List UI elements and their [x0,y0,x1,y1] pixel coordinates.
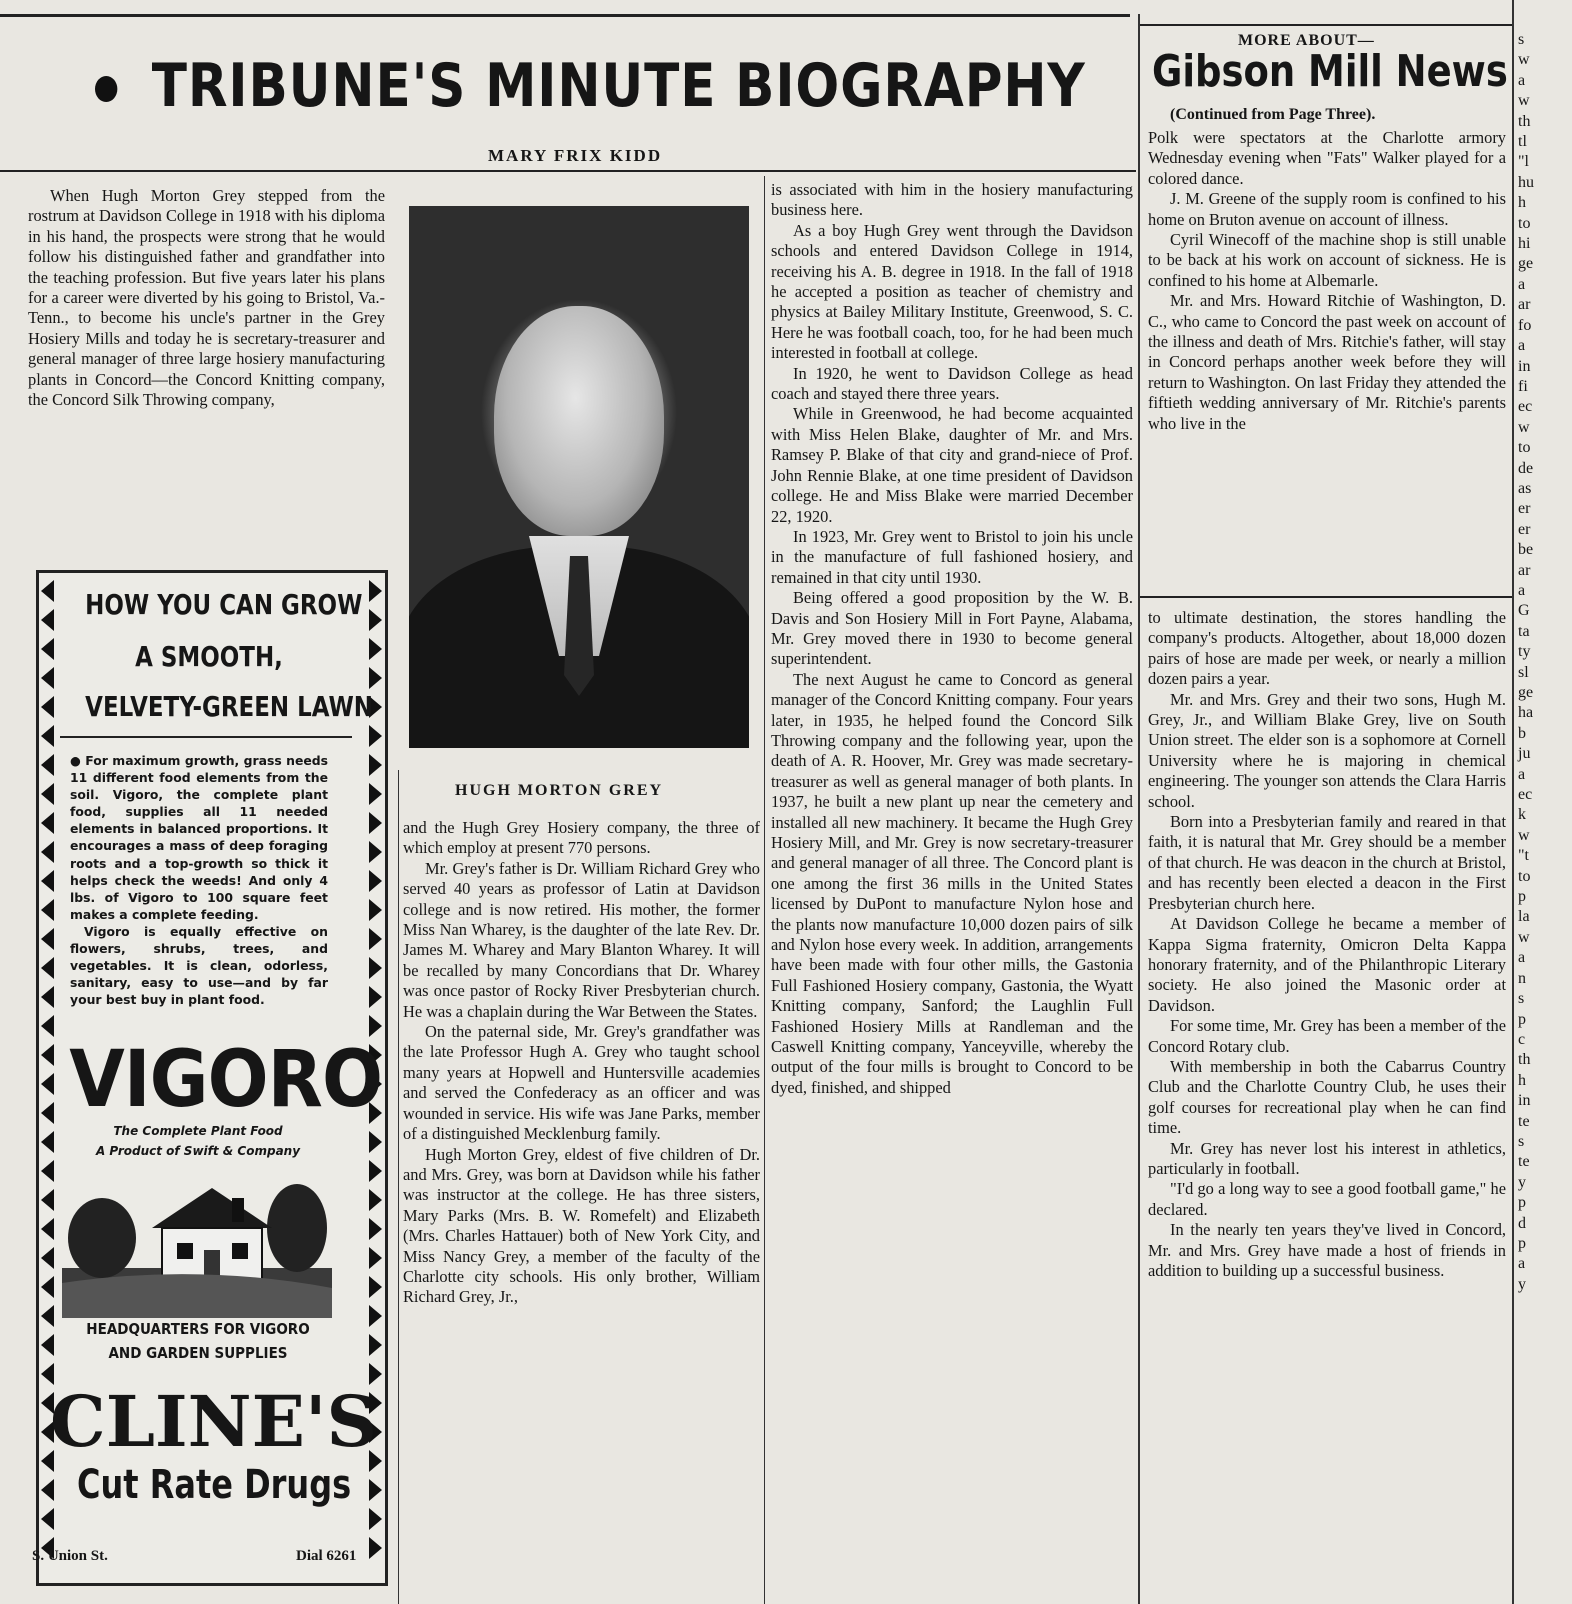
gibson-title: Gibson Mill News [1152,46,1508,97]
arrow-icon [369,957,382,979]
edge-fragment: a [1518,949,1526,967]
article-paragraph: and the Hugh Grey Hosiery company, the three of which employ at present 770 persons. [403,818,760,858]
article-paragraph: Mr. Grey's father is Dr. William Richard Grey who served 40 years as professor of Latin at Davidson college and is now retired. His mother, the former Miss Nan Wharey, is the daughter of the late Rev. Dr. James M. Wharey and Mary Blanton Wharey. It will be recalled by many Concordians that Dr. Wharey was once pastor of Rocky River Presbyterian church. He was a chaplain during the War Between the States. [403,858,760,1021]
article-paragraph: is associated with him in the hosiery manufacturing business here. [771,180,1133,220]
edge-fragment: h [1518,1071,1526,1089]
arrow-icon [41,1334,54,1356]
arrow-icon [41,1102,54,1124]
edge-fragment: a [1518,581,1526,599]
article-paragraph: While in Greenwood, he had become acquainted with Miss Helen Blake, daughter of Mr. and Mrs. Ramsey P. Blake of that city and grand-niece of Prof. John Rennie Blake, at one time president of Davidson college. He and Miss Blake were married December 22, 1920. [771,404,1133,526]
column-rule-2 [398,770,399,1604]
arrow-icon [41,1247,54,1269]
article-column-1 [28,186,385,410]
article-paragraph: Mr. Grey has never lost his interest in athletics, particularly in football. [1148,1138,1506,1178]
ad-maker: A Product of Swift & Company [95,1144,301,1158]
arrow-icon [369,1189,382,1211]
article-column-2 [403,818,760,1308]
continued-note: (Continued from Page Three). [1170,106,1376,123]
arrow-icon [369,667,382,689]
edge-fragment: be [1518,541,1534,559]
bullet-icon [95,76,117,102]
edge-fragment: w [1518,92,1530,110]
arrow-icon [369,870,382,892]
edge-fragment: w [1518,51,1530,69]
arrow-icon [41,1508,54,1530]
ad-body [70,752,328,1008]
edge-fragment: er [1518,500,1531,518]
article-paragraph: As a boy Hugh Grey went through the Davidson schools and entered Davidson College in 1914, receiving his A. B. degree in 1918. In the fall of 1918 he accepted a position as teacher of chemistry and physics at Bailey Military Institute, Greenwood, S. C. Here he was football coach, too, for he had been much interested in football at college. [771,220,1133,363]
arrow-icon [41,1044,54,1066]
article-column-3 [771,180,1133,1098]
arrow-icon [41,725,54,747]
arrow-icon [41,696,54,718]
top-rule-right [1140,24,1512,26]
headline [95,46,1086,126]
edge-rule [1512,0,1514,1604]
clines-logo: CLINE'S [50,1380,377,1463]
edge-fragment: hi [1518,235,1531,253]
edge-fragment: "l [1518,153,1529,171]
arrow-icon [369,1131,382,1153]
edge-fragment: p [1518,1194,1526,1212]
edge-fragment: as [1518,479,1532,497]
arrow-icon [41,1479,54,1501]
arrow-icon [41,783,54,805]
arrow-icon [41,754,54,776]
article-paragraph: Hugh Morton Grey, eldest of five children of Dr. and Mrs. Grey, was born at Davidson while his father was instructor at the college. He has three sisters, Mary Parks (Mrs. B. W. Romefelt) and Elizabeth (Mrs. Charles Hattauer) both of New York City, and Miss Nancy Grey, a member of the faculty of the Charlotte city schools. His only brother, William Richard Grey, Jr., [403,1144,760,1307]
arrow-icon [41,638,54,660]
arrow-icon [41,986,54,1008]
edge-fragment: w [1518,826,1530,844]
edge-fragment: in [1518,357,1531,375]
gibson-paragraph: Cyril Winecoff of the machine shop is still unable to be back at his work on account of sickness. He is confined to his home at Albemarle. [1148,230,1506,290]
arrow-icon [41,1218,54,1240]
headline-text: TRIBUNE'S MINUTE BIOGRAPHY [151,51,1086,121]
edge-fragment: s [1518,990,1525,1008]
arrow-icon [41,870,54,892]
cut-rate-drugs: Cut Rate Drugs [77,1462,352,1508]
edge-fragment: ec [1518,398,1533,416]
edge-fragment: er [1518,520,1531,538]
arrow-icon [369,812,382,834]
edge-fragment: te [1518,1153,1530,1171]
vigoro-logo: VIGORO [69,1035,383,1125]
edge-fragment: to [1518,214,1531,232]
edge-fragment: s [1518,1132,1525,1150]
arrow-icon [369,1479,382,1501]
arrow-icon [369,1015,382,1037]
edge-fragment: th [1518,1051,1531,1069]
arrow-icon [369,783,382,805]
edge-fragment: la [1518,908,1530,926]
arrow-icon [41,1160,54,1182]
arrow-icon [369,1334,382,1356]
arrow-icon [41,1189,54,1211]
edge-fragment: w [1518,928,1530,946]
store-address: S. Union St. [32,1548,108,1564]
arrow-icon [41,812,54,834]
house-illustration [62,1158,332,1318]
ad-divider [60,736,352,738]
arrow-icon [369,1508,382,1530]
photo-caption: HUGH MORTON GREY [455,782,664,799]
arrow-icon [369,841,382,863]
edge-fragment: d [1518,1214,1526,1232]
edge-fragment: a [1518,765,1526,783]
ad-body-paragraph: Vigoro is equally effective on flowers, shrubs, trees, and vegetables. It is clean, odorless, sanitary, easy to use—and by far your best buy in plant food. [70,923,328,1008]
arrow-icon [41,899,54,921]
edge-fragment: a [1518,275,1526,293]
article-paragraph: "I'd go a long way to see a good football game," he declared. [1148,1179,1506,1219]
arrow-icon [41,1131,54,1153]
arrow-icon [41,1305,54,1327]
arrow-icon [369,754,382,776]
arrow-icon [369,725,382,747]
article-paragraph: When Hugh Morton Grey stepped from the rostrum at Davidson College in 1918 with his diploma in his hand, the prospects were strong that he would follow his distinguished father and grandfather into the teaching profession. But five years later his plans for a career were diverted by his going to Bristol, Va.-Tenn., to become his uncle's partner in the Grey Hosiery Mills and today he is secretary-treasurer and general manager of three large hosiery manufacturing plants in Concord—the Concord Knitting company, the Concord Silk Throwing company, [28,186,385,410]
edge-fragment: th [1518,112,1531,130]
edge-fragment: c [1518,1030,1526,1048]
ad-footer-1: HEADQUARTERS FOR VIGORO [86,1320,310,1338]
arrow-icon [41,580,54,602]
article-paragraph: With membership in both the Cabarrus Country Club and the Charlotte Country Club, he uses their golf courses for recreational play when he can find time. [1148,1056,1506,1138]
arrow-icon [369,1218,382,1240]
arrow-icon [41,957,54,979]
edge-fragment: sl [1518,663,1529,681]
article-paragraph: In the nearly ten years they've lived in Concord, Mr. and Mrs. Grey have made a host of friends in addition to building up a successful business. [1148,1220,1506,1280]
arrow-icon [369,609,382,631]
edge-fragment: G [1518,602,1530,620]
arrow-icon [369,1537,382,1559]
edge-fragment: tl [1518,133,1527,151]
arrow-icon [41,1015,54,1037]
article-paragraph: In 1920, he went to Davidson College as head coach and stayed there three years. [771,363,1133,404]
ad-footer-2: AND GARDEN SUPPLIES [108,1344,288,1362]
ad-headline-3: VELVETY-GREEN LAWN [85,690,374,723]
headline-rule [0,170,1136,172]
edge-fragment: p [1518,1234,1526,1252]
ad-headline-1: HOW YOU CAN GROW [85,588,363,621]
edge-fragment: h [1518,194,1526,212]
ad-tagline: The Complete Plant Food [113,1124,283,1138]
arrow-icon [41,1276,54,1298]
column-rule-3 [764,176,765,1604]
edge-fragment: fi [1518,377,1528,395]
edge-fragment: ju [1518,745,1531,763]
edge-fragment: w [1518,418,1530,436]
gibson-end-rule [1140,596,1512,598]
ad-headline-2: A SMOOTH, [135,640,283,673]
edge-fragment: de [1518,459,1534,477]
top-rule [0,14,1130,17]
gibson-paragraph: Polk were spectators at the Charlotte armory Wednesday evening when "Fats" Walker played for a colored dance. [1148,128,1506,188]
arrow-icon [369,1305,382,1327]
arrow-icon [369,580,382,602]
gibson-column [1148,128,1506,434]
article-paragraph: On the paternal side, Mr. Grey's grandfather was the late Professor Hugh A. Grey who taught school many years at Hopwell and Huntersville academies and served the Confederacy as an officer and was wounded in service. His wife was Jane Parks, member of a distinguished Mecklenburg family. [403,1022,760,1144]
edge-fragment: te [1518,1112,1530,1130]
article-paragraph: to ultimate destination, the stores handling the company's products. Altogether, about 18,000 dozen pairs of hose are made per week, or nearly a million dozen pairs a year. [1148,608,1506,689]
edge-fragment: to [1518,439,1531,457]
arrow-icon [41,667,54,689]
edge-fragment: ge [1518,255,1534,273]
arrow-icon [369,1247,382,1269]
edge-fragment: in [1518,1092,1531,1110]
article-paragraph: The next August he came to Concord as general manager of the Concord Knitting company. Four years later, in 1935, he helped found the Concord Silk Throwing company and the following year, upon the death of A. R. Hoover, Mr. Grey was made secretary-treasurer as well as general manager of both plants. In 1937, he built a new plant up near the cemetery and installed all new machinery. It became the Hugh Grey Hosiery Mill, and Mr. Grey is now secretary-treasurer and general manager of all three. The Concord plant is one among the first 36 mills in the United States licensed by DuPont to manufacture Nylon hose and the plants now manufacture 10,000 dozen pairs of silk and Nylon hose every week. In addition, arrangements have been made with four other mills, the Gastonia Full Fashioned Hosiery company, Gastonia, the Wyatt Knitting company, Sanford; the Laughlin Full Fashioned Hosiery Mills at Randleman and the Caswell Knitting company, Yanceyville, whereby the output of the four mills is brought to Concord to be dyed, finished, and shipped [771,669,1133,1097]
ad-body-paragraph: ● For maximum growth, grass needs 11 different food elements from the soil. Vigoro, the complete plant food, supplies all 11 needed elements in balanced proportions. It encourages a mass of deep foraging roots and a top-growth so thick it helps check the weeds! And only 4 lbs. of Vigoro to 100 square feet makes a complete feeding. [70,753,328,922]
column-rule-right [1138,14,1140,1604]
edge-fragment: ty [1518,643,1531,661]
arrow-icon [369,928,382,950]
edge-fragment: a [1518,71,1526,89]
edge-fragment: s [1518,31,1525,48]
edge-fragment: ar [1518,296,1531,314]
arrow-icon [369,1160,382,1182]
edge-fragment: n [1518,969,1526,987]
edge-fragment: y [1518,1275,1526,1293]
arrow-icon [41,609,54,631]
store-phone: Dial 6261 [296,1548,357,1564]
edge-fragment: fo [1518,316,1532,334]
byline: MARY FRIX KIDD [488,146,663,165]
edge-fragment: ha [1518,704,1534,722]
edge-fragment: a [1518,1255,1526,1273]
arrow-icon [41,1073,54,1095]
more-about-kicker: MORE ABOUT— [1238,32,1375,49]
edge-fragment: a [1518,337,1526,355]
edge-fragment: ta [1518,622,1530,640]
article-paragraph: In 1923, Mr. Grey went to Bristol to join his uncle in the manufacture of full fashioned hosiery, and remained in that city until 1930. [771,526,1133,587]
article-paragraph: Mr. and Mrs. Grey and their two sons, Hugh M. Grey, Jr., and William Blake Grey, live on South Union street. The elder son is a sophomore at Cornell University where he is majoring in chemical engineering. The younger son attends the Clara Harris school. [1148,689,1506,811]
edge-fragment: hu [1518,173,1534,191]
edge-fragment: "t [1518,847,1529,865]
article-paragraph: Born into a Presbyterian family and reared in that faith, it is natural that Mr. Grey should be a member of that church. He was deacon in the church at Bristol, and has recently been elected a deacon in the First Presbyterian church here. [1148,812,1506,913]
article-paragraph: At Davidson College he became a member of Kappa Sigma fraternity, Omicron Delta Kappa honorary fraternity, and of the Philanthropic Literary society. He also joined the Masonic order at Davidson. [1148,914,1506,1015]
article-paragraph: Being offered a good proposition by the W. B. Davis and Son Hosiery Mill in Fort Payne, Alabama, Mr. Grey moved there in 1930 to become general superintendent. [771,588,1133,669]
portrait-photo [409,206,749,748]
arrow-icon [369,986,382,1008]
article-column-4 [1148,608,1506,1281]
edge-fragment: p [1518,888,1526,906]
edge-fragment: y [1518,1173,1526,1191]
arrow-icon [369,899,382,921]
edge-fragment: k [1518,806,1526,824]
article-paragraph: For some time, Mr. Grey has been a member of the Concord Rotary club. [1148,1016,1506,1056]
edge-fragment: ge [1518,684,1534,701]
edge-fragment: p [1518,1010,1526,1028]
edge-fragment: ar [1518,561,1531,579]
arrow-icon [41,841,54,863]
adjacent-column-fragment [1518,30,1534,1295]
edge-fragment: ec [1518,786,1533,804]
arrow-icon [41,928,54,950]
arrow-icon [369,638,382,660]
edge-fragment: b [1518,724,1526,742]
arrow-icon [369,1276,382,1298]
gibson-paragraph: Mr. and Mrs. Howard Ritchie of Washington, D. C., who came to Concord the past week on account of the illness and death of Mrs. Ritchie's father, will stay in Concord perhaps another week before they will return to Washington. On last Friday they attended the fiftieth wedding anniversary of Mr. Ritchie's parents who live in the [1148,291,1506,433]
edge-fragment: to [1518,867,1531,885]
gibson-paragraph: J. M. Greene of the supply room is confined to his home on Bruton avenue on account of illness. [1148,189,1506,229]
